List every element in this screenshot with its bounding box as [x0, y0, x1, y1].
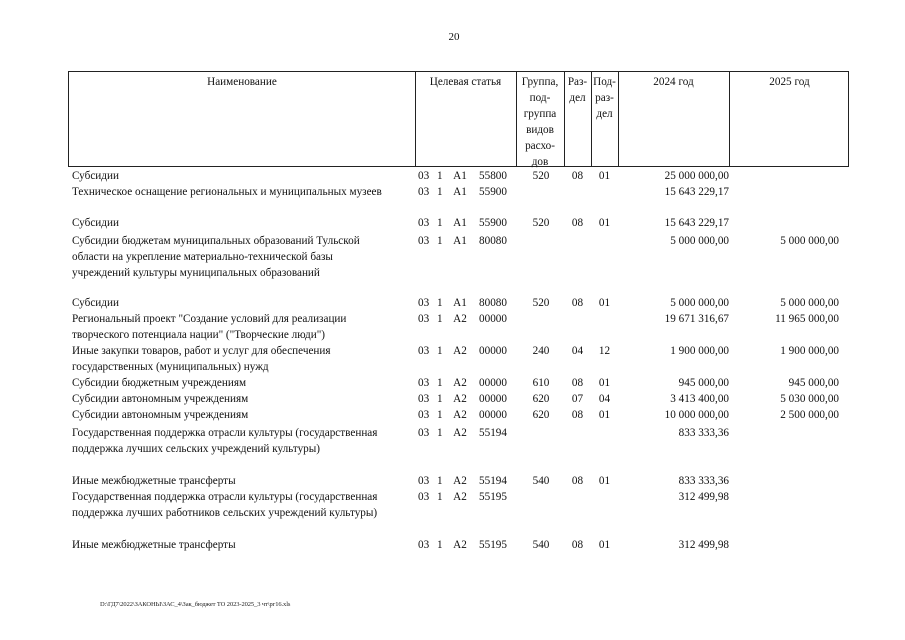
- row-target-program: 03: [418, 297, 430, 309]
- row-subsection: 04: [598, 393, 611, 405]
- row-target-project: A2: [453, 539, 467, 551]
- row-name: Субсидии автономным учреждениям: [72, 409, 249, 421]
- row-section: 04: [571, 345, 584, 357]
- row-target-direction: 00000: [479, 345, 507, 357]
- row-subsection: 01: [598, 539, 611, 551]
- row-section: 08: [571, 539, 584, 551]
- row-section: 08: [571, 217, 584, 229]
- row-target-direction: 00000: [479, 409, 507, 421]
- row-target-subprogram: 1: [437, 217, 443, 229]
- row-target-project: A2: [453, 427, 467, 439]
- row-target-subprogram: 1: [437, 539, 443, 551]
- row-target-subprogram: 1: [437, 186, 443, 198]
- row-name: Субсидии бюджетам муниципальных образований Тульской области на укрепление материально-технической базы учреждений культуры муниципальных образований: [72, 235, 360, 279]
- row-target-subprogram: 1: [437, 491, 443, 503]
- row-target-direction: 00000: [479, 393, 507, 405]
- row-amount-2024: 25 000 000,00: [664, 170, 729, 182]
- row-amount-2024: 5 000 000,00: [670, 235, 729, 247]
- row-target-direction: 55900: [479, 217, 507, 229]
- row-name: Субсидии: [72, 297, 119, 309]
- row-amount-2025: 5 030 000,00: [780, 393, 839, 405]
- row-amount-2024: 15 643 229,17: [664, 217, 729, 229]
- row-target-project: A2: [453, 377, 467, 389]
- row-amount-2024: 19 671 316,67: [664, 313, 729, 325]
- row-target-project: A1: [453, 186, 467, 198]
- row-amount-2024: 1 900 000,00: [670, 345, 729, 357]
- row-subsection: 01: [598, 217, 611, 229]
- row-target-program: 03: [418, 170, 430, 182]
- row-amount-2025: 2 500 000,00: [780, 409, 839, 421]
- row-section: 08: [571, 409, 584, 421]
- row-target-project: A2: [453, 345, 467, 357]
- row-target-direction: 55194: [479, 427, 507, 439]
- row-target-subprogram: 1: [437, 235, 443, 247]
- row-subsection: 01: [598, 377, 611, 389]
- row-section: 08: [571, 377, 584, 389]
- header-year-2025: 2025 год: [769, 76, 810, 88]
- row-target-subprogram: 1: [437, 170, 443, 182]
- row-expense-group: 620: [532, 393, 550, 405]
- row-target-subprogram: 1: [437, 409, 443, 421]
- row-amount-2024: 833 333,36: [678, 427, 729, 439]
- row-target-program: 03: [418, 217, 430, 229]
- row-amount-2025: 945 000,00: [788, 377, 839, 389]
- row-target-project: A1: [453, 297, 467, 309]
- row-subsection: 01: [598, 409, 611, 421]
- row-target-project: A1: [453, 170, 467, 182]
- row-target-direction: 55195: [479, 491, 507, 503]
- row-name: Иные межбюджетные трансферты: [72, 539, 236, 551]
- row-target-subprogram: 1: [437, 313, 443, 325]
- row-amount-2025: 5 000 000,00: [780, 235, 839, 247]
- row-target-direction: 55194: [479, 475, 507, 487]
- row-amount-2025: 5 000 000,00: [780, 297, 839, 309]
- row-target-direction: 00000: [479, 377, 507, 389]
- row-section: 08: [571, 170, 584, 182]
- row-target-project: A2: [453, 491, 467, 503]
- row-target-project: A2: [453, 409, 467, 421]
- row-subsection: 12: [598, 345, 611, 357]
- row-expense-group: 540: [532, 539, 550, 551]
- row-name: Иные межбюджетные трансферты: [72, 475, 236, 487]
- row-target-subprogram: 1: [437, 475, 443, 487]
- row-target-program: 03: [418, 345, 430, 357]
- row-expense-group: 520: [532, 297, 550, 309]
- row-amount-2025: 1 900 000,00: [780, 345, 839, 357]
- row-amount-2024: 945 000,00: [678, 377, 729, 389]
- row-name: Государственная поддержка отрасли культуры (государственная поддержка лучших сельских учреждений культуры): [72, 427, 378, 455]
- row-amount-2024: 312 499,98: [678, 539, 729, 551]
- row-name: Субсидии автономным учреждениям: [72, 393, 249, 405]
- row-expense-group: 520: [532, 170, 550, 182]
- row-name: Иные закупки товаров, работ и услуг для обеспечения государственных (муниципальных) нужд: [72, 345, 331, 373]
- row-amount-2024: 833 333,36: [678, 475, 729, 487]
- row-name: Субсидии: [72, 217, 119, 229]
- row-target-program: 03: [418, 491, 430, 503]
- row-target-direction: 00000: [479, 313, 507, 325]
- page-number: 20: [448, 31, 460, 43]
- row-target-subprogram: 1: [437, 297, 443, 309]
- row-target-direction: 55900: [479, 186, 507, 198]
- row-target-program: 03: [418, 427, 430, 439]
- row-amount-2024: 3 413 400,00: [670, 393, 729, 405]
- header-subsection: Под- раз- дел: [593, 76, 616, 120]
- row-name: Субсидии бюджетным учреждениям: [72, 377, 247, 389]
- row-subsection: 01: [598, 297, 611, 309]
- row-expense-group: 520: [532, 217, 550, 229]
- row-target-project: A2: [453, 393, 467, 405]
- row-target-direction: 80080: [479, 297, 507, 309]
- row-name: Субсидии: [72, 170, 119, 182]
- row-expense-group: 540: [532, 475, 550, 487]
- row-target-program: 03: [418, 539, 430, 551]
- row-target-project: A1: [453, 235, 467, 247]
- header-target: Целевая статья: [429, 76, 502, 88]
- row-name: Техническое оснащение региональных и муниципальных музеев: [72, 186, 382, 198]
- row-target-program: 03: [418, 377, 430, 389]
- row-target-project: A1: [453, 217, 467, 229]
- row-amount-2025: 11 965 000,00: [775, 313, 839, 325]
- row-target-program: 03: [418, 313, 430, 325]
- row-amount-2024: 5 000 000,00: [670, 297, 729, 309]
- row-subsection: 01: [598, 170, 611, 182]
- row-target-project: A2: [453, 475, 467, 487]
- row-amount-2024: 10 000 000,00: [664, 409, 729, 421]
- row-target-subprogram: 1: [437, 345, 443, 357]
- row-name: Региональный проект "Создание условий для реализации творческого потенциала нации" ("Творческие люди"): [72, 313, 347, 341]
- row-expense-group: 240: [532, 345, 550, 357]
- row-subsection: 01: [598, 475, 611, 487]
- row-target-subprogram: 1: [437, 377, 443, 389]
- row-target-subprogram: 1: [437, 393, 443, 405]
- row-target-program: 03: [418, 475, 430, 487]
- table-header: [68, 71, 849, 167]
- row-expense-group: 610: [532, 377, 550, 389]
- row-section: 07: [571, 393, 584, 405]
- row-target-program: 03: [418, 409, 430, 421]
- row-target-program: 03: [418, 186, 430, 198]
- header-year-2024: 2024 год: [653, 76, 694, 88]
- row-target-program: 03: [418, 235, 430, 247]
- row-section: 08: [571, 297, 584, 309]
- header-section: Раз- дел: [567, 76, 588, 104]
- row-target-direction: 80080: [479, 235, 507, 247]
- row-target-subprogram: 1: [437, 427, 443, 439]
- footer-path: D:\ГД7\2022\ЗАКОНЫ\ЗАС_4\Зак_бюджет ТО 2023-2025_3 чт\рг16.xls: [100, 601, 291, 608]
- row-target-project: A2: [453, 313, 467, 325]
- row-amount-2024: 312 499,98: [678, 491, 729, 503]
- row-target-direction: 55195: [479, 539, 507, 551]
- row-name: Государственная поддержка отрасли культуры (государственная поддержка лучших работников сельских учреждений культуры): [72, 491, 378, 519]
- row-target-program: 03: [418, 393, 430, 405]
- row-expense-group: 620: [532, 409, 550, 421]
- header-name: Наименование: [207, 76, 277, 88]
- row-amount-2024: 15 643 229,17: [664, 186, 729, 198]
- header-group: Группа, под- группа видов расхо- дов: [521, 76, 559, 168]
- row-section: 08: [571, 475, 584, 487]
- row-target-direction: 55800: [479, 170, 507, 182]
